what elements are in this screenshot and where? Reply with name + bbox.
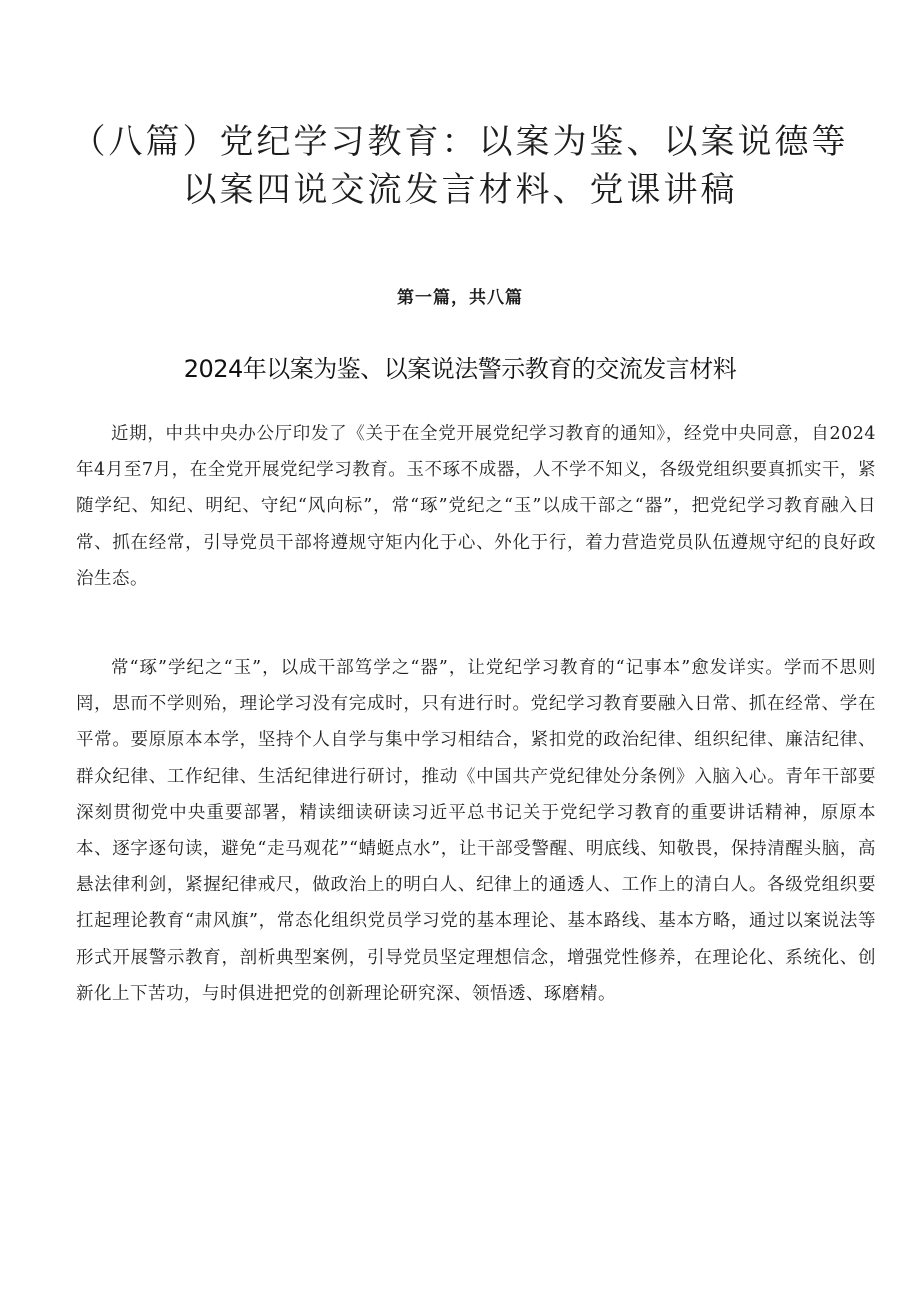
body-paragraph-2: 常“琢”学纪之“玉”，以成干部笃学之“器”，让党纪学习教育的“记事本”愈发详实。学而不思则罔，思而不学则殆，理论学习没有完成时，只有进行时。党纪学习教育要融入日常、抓在经常、学在平常。要原原本本学，坚持个人自学与集中学习相结合，紧扣党的政治纪律、组织纪律、廉洁纪律、群众纪律、工作纪律、生活纪律进行研讨，推动《中国共产党纪律处分条例》入脑入心。青年干部要深刻贯彻党中央重要部署，精读细读研读习近平总书记关于党纪学习教育的重要讲话精神，原原本本、逐字逐句读，避免“走马观花”“蜻蜓点水”，让干部受警醒、明底线、知敬畏，保持清醒头脑，高悬法律利剑，紧握纪律戒尺，做政治上的明白人、纪律上的通透人、工作上的清白人。各级党组织要扛起理论教育“肃风旗”，常态化组织党员学习党的基本理论、基本路线、基本方略，通过以案说法等形式开展警示教育，剖析典型案例，引导党员坚定理想信念，增强党性修养，在理论化、系统化、创新化上下苦功，与时俱进把党的创新理论研究深、领悟透、琢磨精。 [76, 658, 876, 1004]
section-title: 2024年以案为鉴、以案说法警示教育的交流发言材料 [183, 355, 737, 383]
document-title: （八篇）党纪学习教育：以案为鉴、以案说德等以案四说交流发言材料、党课讲稿 [71, 122, 849, 210]
body-paragraph-1: 近期，中共中央办公厅印发了《关于在全党开展党纪学习教育的通知》，经党中央同意，自2024年4月至7月，在全党开展党纪学习教育。玉不琢不成器，人不学不知义，各级党组织要真抓实干，紧随学纪、知纪、明纪、守纪“风向标”，常“琢”党纪之“玉”以成干部之“器”，把党纪学习教育融入日常、抓在经常，引导党员干部将遵规守矩内化于心、外化于行，着力营造党员队伍遵规守纪的良好政治生态。 [76, 424, 876, 589]
part-label: 第一篇，共八篇 [397, 288, 523, 308]
